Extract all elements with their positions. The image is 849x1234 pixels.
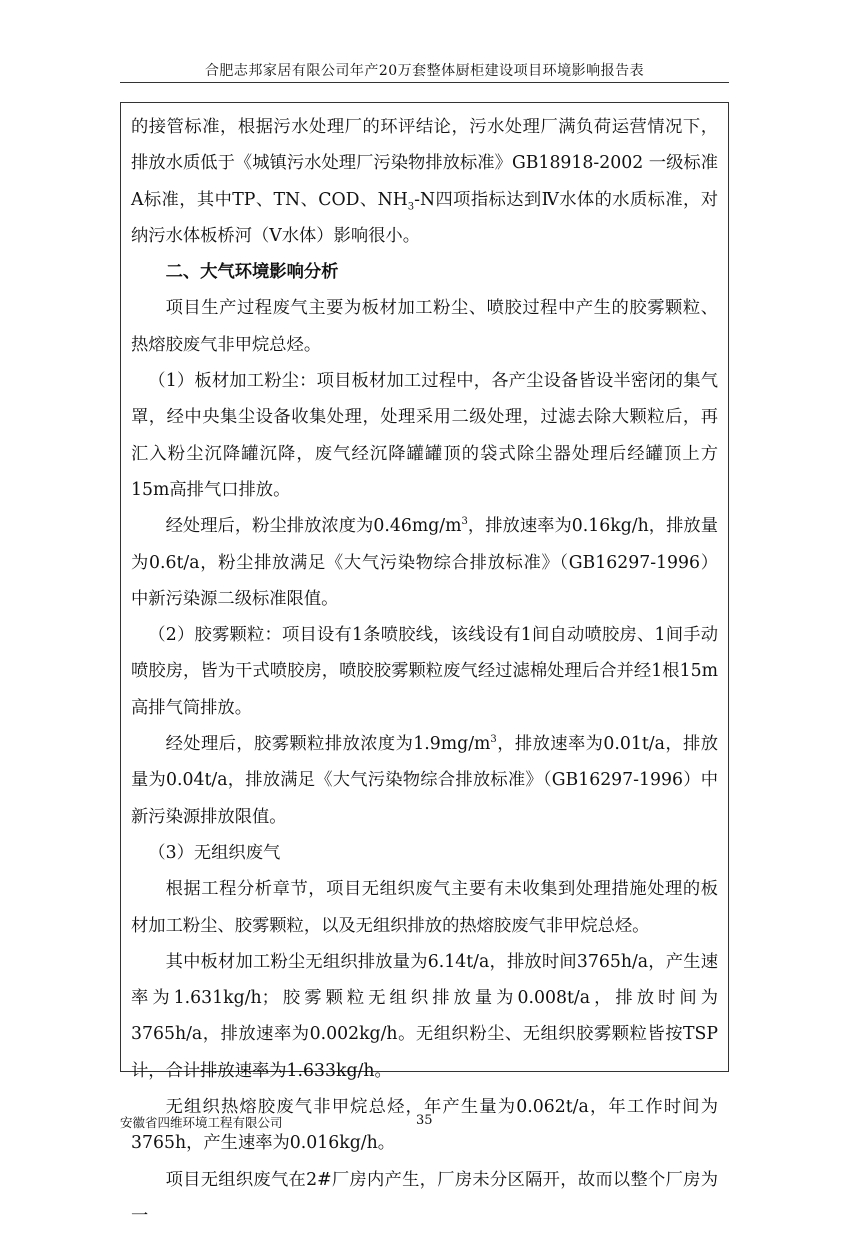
text-segment: ，排放速率为0.01t/a，排放量为0.04t/a，排放满足《大气污染物综合排放标准》（GB16297-1996）中新污染源排放限值。 [131,734,718,827]
paragraph-dust: （1）板材加工粉尘：项目板材加工过程中，各产尘设备皆设半密闭的集气罩，经中央集尘设备收集处理，处理采用二级处理，过滤去除大颗粒后，再汇入粉尘沉降罐沉降，废气经沉降罐罐顶的袋式除尘器处理后经罐顶上方15m高排气口排放。 [131,371,718,500]
paragraph-intro: 项目生产过程废气主要为板材加工粉尘、喷胶过程中产生的胶雾颗粒、热熔胶废气非甲烷总烃。 [131,298,718,355]
text-segment: 经处理后，胶雾颗粒排放浓度为1.9mg/m [165,734,491,755]
paragraph-fugitive-intro: 根据工程分析章节，项目无组织废气主要有未收集到处理措施处理的板材加工粉尘、胶雾颗粒，以及无组织排放的热熔胶废气非甲烷总烃。 [131,879,718,936]
page-number: 35 [416,1113,433,1128]
paragraph-glue-mist: （2）胶雾颗粒：项目设有1条喷胶线，该线设有1间自动喷胶房、1间手动喷胶房，皆为干式喷胶房，喷胶胶雾颗粒废气经过滤棉处理后合并经1根15m高排气筒排放。 [131,625,718,718]
page-header: 合肥志邦家居有限公司年产20万套整体厨柜建设项目环境影响报告表 [204,63,645,79]
paragraph-water [131,109,718,254]
text-segment: -N四项指标达到Ⅳ水体的水质标准，对纳污水体板桥河（Ⅴ水体）影响很小。 [131,189,718,246]
paragraph-fugitive-vocs: 无组织热熔胶废气非甲烷总烃，年产生量为0.062t/a，年工作时间为3765h，产生速率为0.016kg/h。 [131,1097,718,1154]
paragraph-fugitive-source: 项目无组织废气在2#厂房内产生，厂房未分区隔开，故而以整个厂房为一 [131,1169,718,1226]
paragraph-dust-result [131,508,718,617]
subscript: 3 [407,201,415,213]
text-segment: ，排放速率为0.16kg/h，排放量为0.6t/a，粉尘排放满足《大气污染物综合排放标准》（GB16297-1996）中新污染源二级标准限值。 [131,516,719,609]
paragraph-fugitive-heading: （3）无组织废气 [148,842,281,863]
superscript: 3 [461,516,468,528]
superscript: 3 [490,734,497,746]
text-segment: 的接管标准，根据污水处理厂的环评结论，污水处理厂满负荷运营情况下，排放水质低于《城镇污水处理厂污染物排放标准》GB18918-2002 一级标准A标准，其中TP、TN、COD、NH [131,117,718,210]
footer-company: 安徽省四维环境工程有限公司 [120,1115,283,1130]
header-rule [120,82,729,83]
paragraph-glue-result [131,726,718,835]
text-segment: 经处理后，粉尘排放浓度为0.46mg/m [165,516,462,537]
paragraph-fugitive-dust: 其中板材加工粉尘无组织排放量为6.14t/a，排放时间3765h/a，产生速率为1.631kg/h；胶雾颗粒无组织排放量为0.008t/a，排放时间为3765h/a，排放速率为0.002kg/h。无组织粉尘、无组织胶雾颗粒皆按TSP计，合计排放速率为1.633kg/h。 [131,951,718,1081]
section-heading: 二、大气环境影响分析 [165,262,339,283]
